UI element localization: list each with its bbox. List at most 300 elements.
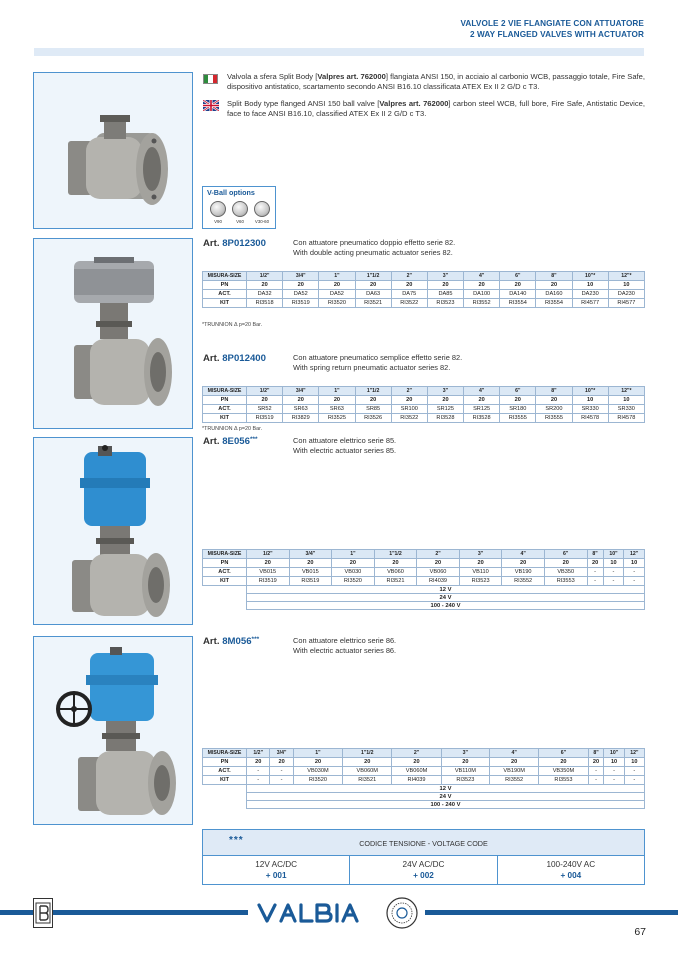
size-cell: 12" bbox=[624, 749, 644, 758]
voltage-code-cell bbox=[350, 856, 497, 885]
table-cell: SR125 bbox=[464, 405, 500, 414]
voltage-suffix: + 004 bbox=[560, 871, 582, 880]
table-cell: RI3520 bbox=[332, 577, 375, 586]
table-cell: DA32 bbox=[247, 290, 283, 299]
size-cell: 12"* bbox=[608, 387, 644, 396]
size-cell: 12" bbox=[624, 550, 645, 559]
size-cell: 1"1/2 bbox=[355, 272, 391, 281]
voltage-code-stars: *** bbox=[229, 835, 244, 846]
table-cell: - bbox=[588, 776, 604, 785]
table-row bbox=[203, 281, 645, 290]
article-header bbox=[203, 238, 266, 249]
row-label: ACT. bbox=[203, 767, 247, 776]
desc-en: With electric actuator series 85. bbox=[293, 445, 397, 455]
table-cell: 20 bbox=[293, 758, 342, 767]
page-number: 67 bbox=[634, 926, 646, 938]
article-code: 8P012300 bbox=[222, 238, 266, 249]
table-cell: SR85 bbox=[355, 405, 391, 414]
table-cell: DA100 bbox=[464, 290, 500, 299]
article-code: 8E056 bbox=[222, 436, 250, 447]
size-cell: 8" bbox=[536, 387, 572, 396]
vball-label: V30-60 bbox=[254, 219, 270, 224]
size-cell: 1" bbox=[332, 550, 375, 559]
size-cell: 10" bbox=[603, 550, 624, 559]
voltage-spacer bbox=[203, 586, 247, 594]
article-description bbox=[293, 353, 462, 372]
desc-en: With double acting pneumatic actuator series 82. bbox=[293, 247, 453, 257]
article-code: 8M056 bbox=[222, 636, 252, 647]
table-cell: - bbox=[624, 767, 644, 776]
table-cell: DA85 bbox=[427, 290, 463, 299]
row-label: KIT bbox=[203, 414, 247, 423]
table-cell: DA230 bbox=[572, 290, 608, 299]
voltage-row bbox=[203, 586, 645, 594]
table-cell: VB190M bbox=[490, 767, 539, 776]
table-cell: - bbox=[624, 568, 645, 577]
voltage-spacer bbox=[203, 785, 247, 793]
voltage-row bbox=[203, 801, 645, 809]
table-cell: RI3523 bbox=[441, 776, 489, 785]
voltage-code-stars: *** bbox=[249, 436, 258, 443]
desc-it: Con attuatore elettrico serie 86. bbox=[293, 636, 397, 645]
table-cell: SR63 bbox=[319, 405, 355, 414]
size-cell: 6" bbox=[544, 550, 587, 559]
table-cell: RI4577 bbox=[572, 299, 608, 308]
table-cell: - bbox=[587, 568, 603, 577]
valve-photo bbox=[33, 72, 193, 229]
voltage-row bbox=[203, 602, 645, 610]
table-cell: DA160 bbox=[536, 290, 572, 299]
table-cell: DA63 bbox=[355, 290, 391, 299]
row-label: PN bbox=[203, 396, 247, 405]
table-cell: - bbox=[247, 767, 270, 776]
voltage-cell: 12 V bbox=[247, 586, 645, 594]
row-label: KIT bbox=[203, 299, 247, 308]
desc-it: Con attuatore pneumatico doppio effetto serie 82. bbox=[293, 238, 456, 247]
italy-flag-icon bbox=[203, 74, 218, 84]
table-cell: 20 bbox=[391, 281, 427, 290]
table-cell: DA140 bbox=[500, 290, 536, 299]
article-header bbox=[203, 636, 259, 647]
table-cell: 20 bbox=[343, 758, 392, 767]
size-header-label: MISURA-SIZE bbox=[203, 550, 247, 559]
table-cell: 20 bbox=[270, 758, 293, 767]
table-cell: DA75 bbox=[391, 290, 427, 299]
voltage-value: 100-240V AC bbox=[546, 860, 596, 869]
table-cell: - bbox=[247, 776, 270, 785]
table-cell: - bbox=[603, 577, 624, 586]
size-header-row bbox=[203, 550, 645, 559]
voltage-row bbox=[203, 793, 645, 801]
size-cell: 3/4" bbox=[289, 550, 332, 559]
table-cell: SR63 bbox=[283, 405, 319, 414]
table-cell: SR330 bbox=[572, 405, 608, 414]
table-cell: DA230 bbox=[608, 290, 644, 299]
table-cell: 10 bbox=[572, 281, 608, 290]
size-header-row bbox=[203, 272, 645, 281]
intro-en-post: ] carbon steel WCB, full bore, Fire Safe, Antistatic Device, face to face ANSI B16.10, classified ATEX Ex II 2 G/D c T3. bbox=[227, 99, 645, 118]
table-row bbox=[203, 767, 645, 776]
article-header bbox=[203, 353, 266, 364]
table-cell: RI4578 bbox=[572, 414, 608, 423]
table-cell: RI3554 bbox=[500, 299, 536, 308]
voltage-suffix: + 002 bbox=[413, 871, 434, 880]
art-prefix: Art. bbox=[203, 636, 220, 647]
voltage-code-stars: *** bbox=[251, 636, 260, 643]
table-cell: SR100 bbox=[391, 405, 427, 414]
row-label: ACT. bbox=[203, 290, 247, 299]
table-cell: 10 bbox=[624, 559, 645, 568]
voltage-code-header bbox=[203, 830, 644, 856]
voltage-cell: 100 - 240 V bbox=[247, 801, 645, 809]
table-cell: - bbox=[270, 767, 293, 776]
row-label: PN bbox=[203, 758, 247, 767]
table-cell: RI3519 bbox=[247, 577, 290, 586]
spec-table-container bbox=[202, 271, 645, 308]
table-cell: RI3555 bbox=[536, 414, 572, 423]
voltage-code-title: CODICE TENSIONE - VOLTAGE CODE bbox=[359, 839, 488, 848]
desc-it: Con attuatore pneumatico semplice effetto serie 82. bbox=[293, 353, 463, 362]
table-cell: RI3521 bbox=[355, 299, 391, 308]
voltage-spacer bbox=[203, 602, 247, 610]
article-code: 8P012400 bbox=[222, 353, 266, 364]
intro-en bbox=[227, 99, 645, 119]
table-cell: - bbox=[588, 767, 604, 776]
table-cell: 20 bbox=[588, 758, 604, 767]
size-cell: 1"1/2 bbox=[343, 749, 392, 758]
table-cell: 10 bbox=[604, 758, 624, 767]
table-cell: 20 bbox=[283, 281, 319, 290]
size-cell: 3/4" bbox=[283, 387, 319, 396]
header-title-en: 2 WAY FLANGED VALVES WITH ACTUATOR bbox=[470, 30, 644, 39]
table-cell: - bbox=[587, 577, 603, 586]
table-cell: RI3519 bbox=[247, 414, 283, 423]
table-cell: RI3552 bbox=[502, 577, 545, 586]
table-cell: SR330 bbox=[608, 405, 644, 414]
table-cell: - bbox=[624, 577, 645, 586]
spec-table bbox=[202, 386, 645, 423]
table-cell: - bbox=[270, 776, 293, 785]
size-cell: 1/2" bbox=[247, 550, 290, 559]
spec-table bbox=[202, 271, 645, 308]
table-cell: VB350M bbox=[539, 767, 588, 776]
row-label: ACT. bbox=[203, 568, 247, 577]
row-label: ACT. bbox=[203, 405, 247, 414]
size-cell: 1/2" bbox=[247, 749, 270, 758]
table-row bbox=[203, 414, 645, 423]
voltage-value: 12V AC/DC bbox=[255, 860, 298, 869]
voltage-spacer bbox=[203, 793, 247, 801]
table-cell: 20 bbox=[417, 559, 460, 568]
table-cell: RI3522 bbox=[391, 299, 427, 308]
article-description bbox=[293, 238, 455, 257]
size-cell: 1"1/2 bbox=[374, 550, 417, 559]
table-cell: VB110 bbox=[459, 568, 502, 577]
footer-line-right bbox=[425, 910, 678, 915]
table-cell: 20 bbox=[536, 396, 572, 405]
table-cell: RI4577 bbox=[608, 299, 644, 308]
intro-it-post: ] flangiata ANSI 150, in acciaio al carbonio WCB, passaggio totale, Fire Safe, dispositivo antistatico, scartamento secondo ANSI B16.10 classificata ATEX Ex II 2 G/D c T3. bbox=[227, 72, 645, 91]
table-cell: 20 bbox=[355, 281, 391, 290]
table-cell: 20 bbox=[332, 559, 375, 568]
table-cell: 20 bbox=[441, 758, 489, 767]
voltage-code-cell bbox=[203, 856, 350, 885]
electric-valve-handwheel-photo bbox=[33, 636, 193, 825]
group-logo-icon bbox=[33, 898, 53, 928]
table-cell: SR125 bbox=[427, 405, 463, 414]
table-cell: - bbox=[624, 776, 644, 785]
table-cell: RI3519 bbox=[283, 299, 319, 308]
table-row bbox=[203, 559, 645, 568]
size-cell: 3" bbox=[427, 387, 463, 396]
table-cell: VB110M bbox=[441, 767, 489, 776]
table-cell: SR52 bbox=[247, 405, 283, 414]
table-cell: RI4039 bbox=[417, 577, 460, 586]
table-cell: 10 bbox=[608, 281, 644, 290]
intro-en-pre: Split Body type flanged ANSI 150 ball valve [ bbox=[227, 99, 380, 108]
table-cell: 20 bbox=[289, 559, 332, 568]
size-cell: 8" bbox=[536, 272, 572, 281]
size-cell: 10" bbox=[604, 749, 624, 758]
size-cell: 12"* bbox=[608, 272, 644, 281]
table-cell: - bbox=[603, 568, 624, 577]
size-cell: 3/4" bbox=[283, 272, 319, 281]
table-cell: VB030 bbox=[332, 568, 375, 577]
size-cell: 6" bbox=[500, 387, 536, 396]
size-cell: 6" bbox=[539, 749, 588, 758]
table-cell: 20 bbox=[391, 396, 427, 405]
size-cell: 1/2" bbox=[247, 387, 283, 396]
table-cell: 10 bbox=[624, 758, 644, 767]
size-cell: 3" bbox=[441, 749, 489, 758]
table-cell: RI3525 bbox=[319, 414, 355, 423]
table-cell: RI3521 bbox=[374, 577, 417, 586]
size-cell: 3" bbox=[459, 550, 502, 559]
table-cell: RI3526 bbox=[355, 414, 391, 423]
table-row bbox=[203, 758, 645, 767]
voltage-code-cell bbox=[498, 856, 644, 885]
table-cell: DA52 bbox=[283, 290, 319, 299]
pneumatic-valve-photo bbox=[33, 238, 193, 429]
table-cell: 20 bbox=[490, 758, 539, 767]
table-cell: VB015 bbox=[289, 568, 332, 577]
table-row bbox=[203, 299, 645, 308]
table-cell: 20 bbox=[319, 396, 355, 405]
voltage-cell: 12 V bbox=[247, 785, 645, 793]
table-row bbox=[203, 776, 645, 785]
size-cell: 1/2" bbox=[247, 272, 283, 281]
vball-title: V-Ball options bbox=[207, 188, 255, 197]
article-header bbox=[203, 436, 258, 447]
table-cell: RI3552 bbox=[490, 776, 539, 785]
desc-en: With electric actuator series 86. bbox=[293, 645, 397, 655]
table-cell: 10 bbox=[608, 396, 644, 405]
size-cell: 4" bbox=[490, 749, 539, 758]
vball-v30-60-icon bbox=[254, 201, 270, 217]
voltage-spacer bbox=[203, 594, 247, 602]
table-cell: VB060M bbox=[392, 767, 441, 776]
header-title-it: VALVOLE 2 VIE FLANGIATE CON ATTUATORE bbox=[460, 19, 644, 28]
table-cell: RI3519 bbox=[289, 577, 332, 586]
table-cell: SR200 bbox=[536, 405, 572, 414]
table-cell: RI3553 bbox=[539, 776, 588, 785]
table-cell: 10 bbox=[572, 396, 608, 405]
voltage-row bbox=[203, 785, 645, 793]
art-prefix: Art. bbox=[203, 238, 220, 249]
size-header-row bbox=[203, 749, 645, 758]
size-cell: 2" bbox=[392, 749, 441, 758]
size-cell: 4" bbox=[464, 272, 500, 281]
table-cell: 20 bbox=[247, 559, 290, 568]
table-row bbox=[203, 568, 645, 577]
size-header-label: MISURA-SIZE bbox=[203, 272, 247, 281]
table-cell: RI3521 bbox=[343, 776, 392, 785]
table-cell: 20 bbox=[427, 281, 463, 290]
table-cell: 20 bbox=[464, 396, 500, 405]
table-cell: 20 bbox=[459, 559, 502, 568]
size-header-label: MISURA-SIZE bbox=[203, 387, 247, 396]
table-cell: 20 bbox=[247, 396, 283, 405]
table-row bbox=[203, 405, 645, 414]
table-cell: RI4578 bbox=[608, 414, 644, 423]
table-cell: 20 bbox=[544, 559, 587, 568]
size-header-row bbox=[203, 387, 645, 396]
table-row bbox=[203, 396, 645, 405]
size-cell: 4" bbox=[464, 387, 500, 396]
size-cell: 2" bbox=[391, 272, 427, 281]
table-cell: 20 bbox=[427, 396, 463, 405]
voltage-code-cells bbox=[203, 856, 644, 885]
size-header-label: MISURA-SIZE bbox=[203, 749, 247, 758]
row-label: KIT bbox=[203, 577, 247, 586]
electric-valve-photo bbox=[33, 437, 193, 625]
table-cell: RI3554 bbox=[536, 299, 572, 308]
spec-table-container bbox=[202, 549, 645, 610]
table-row bbox=[203, 577, 645, 586]
spec-table-container bbox=[202, 386, 645, 423]
size-cell: 1" bbox=[293, 749, 342, 758]
table-cell: DA52 bbox=[319, 290, 355, 299]
spec-table-container bbox=[202, 748, 645, 809]
table-cell: 20 bbox=[464, 281, 500, 290]
table-cell: VB030M bbox=[293, 767, 342, 776]
table-cell: 20 bbox=[247, 281, 283, 290]
brand-logo-graphic bbox=[256, 899, 368, 927]
table-cell: 20 bbox=[392, 758, 441, 767]
vball-label: V90 bbox=[214, 219, 222, 224]
voltage-suffix: + 001 bbox=[265, 871, 287, 880]
article-description bbox=[293, 436, 396, 455]
table-cell: 20 bbox=[355, 396, 391, 405]
table-cell: VB015 bbox=[247, 568, 290, 577]
table-cell: 20 bbox=[374, 559, 417, 568]
table-cell: RI3528 bbox=[427, 414, 463, 423]
voltage-cell: 100 - 240 V bbox=[247, 602, 645, 610]
table-cell: RI3520 bbox=[319, 299, 355, 308]
size-cell: 10"* bbox=[572, 272, 608, 281]
vball-label: V60 bbox=[236, 219, 244, 224]
table-cell: VB060M bbox=[343, 767, 392, 776]
desc-en: With spring return pneumatic actuator series 82. bbox=[293, 362, 451, 372]
table-cell: 20 bbox=[587, 559, 603, 568]
intro-it bbox=[227, 72, 645, 92]
size-cell: 1"1/2 bbox=[355, 387, 391, 396]
vball-v60-icon bbox=[232, 201, 248, 217]
voltage-row bbox=[203, 594, 645, 602]
brand-logo-text: VALBIA bbox=[256, 926, 260, 927]
table-cell: 20 bbox=[536, 281, 572, 290]
spec-table bbox=[202, 549, 645, 610]
size-cell: 3/4" bbox=[270, 749, 293, 758]
intro-it-pre: Valvola a sfera Split Body [ bbox=[227, 72, 318, 81]
table-cell: 10 bbox=[603, 559, 624, 568]
table-row bbox=[203, 290, 645, 299]
size-cell: 2" bbox=[391, 387, 427, 396]
table-cell: VB190 bbox=[502, 568, 545, 577]
table-cell: RI3552 bbox=[464, 299, 500, 308]
table-cell: SR180 bbox=[500, 405, 536, 414]
table-cell: RI3520 bbox=[293, 776, 342, 785]
desc-it: Con attuatore elettrico serie 85. bbox=[293, 436, 397, 445]
voltage-value: 24V AC/DC bbox=[402, 860, 445, 869]
voltage-spacer bbox=[203, 801, 247, 809]
table-cell: VB060 bbox=[417, 568, 460, 577]
row-label: PN bbox=[203, 559, 247, 568]
table-note: *TRUNNION Δ p=20 Bar. bbox=[202, 426, 263, 432]
table-cell: 20 bbox=[539, 758, 588, 767]
table-cell: RI3523 bbox=[427, 299, 463, 308]
table-cell: RI3553 bbox=[544, 577, 587, 586]
table-cell: 20 bbox=[319, 281, 355, 290]
table-cell: - bbox=[604, 776, 624, 785]
table-cell: 20 bbox=[283, 396, 319, 405]
size-cell: 4" bbox=[502, 550, 545, 559]
size-cell: 1" bbox=[319, 387, 355, 396]
table-cell: 20 bbox=[247, 758, 270, 767]
table-cell: RI3518 bbox=[247, 299, 283, 308]
table-cell: VB350 bbox=[544, 568, 587, 577]
table-cell: 20 bbox=[502, 559, 545, 568]
row-label: PN bbox=[203, 281, 247, 290]
vball-v90-icon bbox=[210, 201, 226, 217]
vball-options bbox=[202, 186, 276, 229]
intro-it-bold: Valpres art. 762000 bbox=[317, 72, 386, 81]
size-cell: 10"* bbox=[572, 387, 608, 396]
table-cell: RI3528 bbox=[464, 414, 500, 423]
header-bar bbox=[34, 48, 644, 56]
article-description bbox=[293, 636, 396, 655]
size-cell: 8" bbox=[587, 550, 603, 559]
table-cell: RI3555 bbox=[500, 414, 536, 423]
row-label: KIT bbox=[203, 776, 247, 785]
voltage-code-box bbox=[202, 829, 645, 885]
table-cell: 20 bbox=[500, 281, 536, 290]
intro-en-bold: Valpres art. 762000 bbox=[379, 99, 449, 108]
size-cell: 8" bbox=[588, 749, 604, 758]
size-cell: 3" bbox=[427, 272, 463, 281]
art-prefix: Art. bbox=[203, 353, 220, 364]
size-cell: 1" bbox=[319, 272, 355, 281]
art-prefix: Art. bbox=[203, 436, 220, 447]
table-cell: RI3523 bbox=[459, 577, 502, 586]
uk-flag-icon bbox=[203, 100, 219, 111]
brand-logo bbox=[256, 899, 368, 927]
table-note: *TRUNNION Δ p=20 Bar. bbox=[202, 322, 263, 328]
table-cell: RI3522 bbox=[391, 414, 427, 423]
voltage-cell: 24 V bbox=[247, 793, 645, 801]
size-cell: 2" bbox=[417, 550, 460, 559]
table-cell: - bbox=[604, 767, 624, 776]
